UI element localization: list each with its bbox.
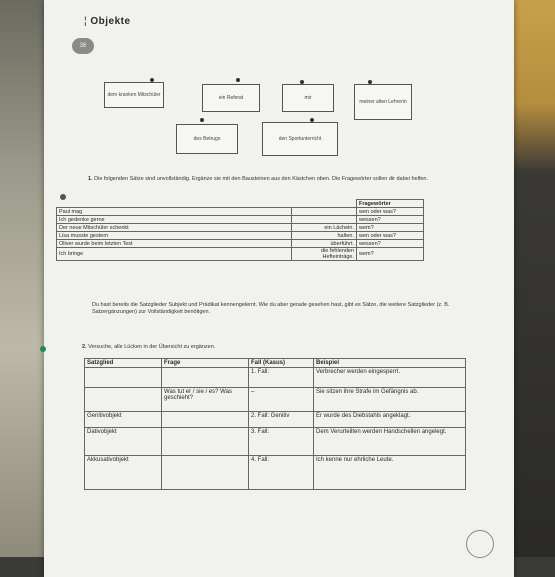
task1-instruction: 1. Die folgenden Sätze sind unvollständig. Ergänze sie mit den Bausteinen aus den Kästchen oben. Die Fragewörter sollen dir dabei helfen. [88,176,429,182]
word-card: mir [282,84,334,112]
table-cell: wessen? [357,216,424,224]
word-card: dem kranken Mitschüler [104,82,164,108]
table-row [85,388,466,412]
table-row [57,232,424,240]
table-cell [162,412,249,428]
table-row [57,216,424,224]
table-header: Fragewörter [357,200,424,208]
word-card: meiner alten Lehrerin [354,84,412,120]
table-row [57,208,424,216]
table-row [85,428,466,456]
column-header: Satzglied [85,359,162,368]
table-row [85,368,466,388]
task2-instruction: 2. Versuche, alle Lücken in der Übersicht zu ergänzen. [82,344,216,350]
table-cell: 3. Fall: [249,428,314,456]
table-cell [85,368,162,388]
table-cell: Dem Verurteilten werden Handschellen angelegt. [314,428,466,456]
table-cell: wem? [357,224,424,232]
table-cell: ein Lächeln. [292,224,357,232]
table-cell: Oliver wurde beim letzten Test [57,240,292,248]
table-cell: 4. Fall: [249,456,314,490]
table-cell: Genitivobjekt [85,412,162,428]
table-cell [162,456,249,490]
table-cell: 2. Fall: Genitiv [249,412,314,428]
table-cell: Ich bringe [57,248,292,261]
table-cell: Ich gedenke gerne [57,216,292,224]
table-cell: Lisa musste gestern [57,232,292,240]
table-cell [292,208,357,216]
word-card: ein Referat [202,84,260,112]
table-row [57,248,424,261]
table-cell [162,368,249,388]
table-row [85,456,466,490]
pin-icon [236,78,240,82]
column-header: Frage [162,359,249,368]
table-cell: Verbrecher werden eingesperrt. [314,368,466,388]
column-header: Beispiel [314,359,466,368]
table-cell [85,388,162,412]
table-cell [292,216,357,224]
table-cell: überführt. [292,240,357,248]
unit-badge-icon: 36 [72,38,94,54]
table-cell: Akkusativobjekt [85,456,162,490]
table-row [85,412,466,428]
table-row [57,240,424,248]
table-cell: Er wurde des Diebstahls angeklagt. [314,412,466,428]
table-cell: wessen? [357,240,424,248]
table-cell: 1. Fall: [249,368,314,388]
table-cell: – [249,388,314,412]
table-cell: Der neue Mitschüler schenkt [57,224,292,232]
pin-icon [200,118,204,122]
table-cell: wen oder was? [357,232,424,240]
task1-table [56,199,424,261]
note-text: Du hast bereits die Satzglieder Subjekt und Prädikat kennengelernt. Wie du aber gerade gesehen hast, gibt es Sätze, die weitere Satzglieder (z. B. Satzergänzungen) zur Vollständigkeit benötigen. [92,302,450,315]
word-card: den Sportunterricht [262,122,338,156]
table-cell: halten. [292,232,357,240]
task2-table [84,358,466,490]
table-cell: wen oder was? [357,208,424,216]
word-card: des Betrugs [176,124,238,154]
table-cell: Paul mag [57,208,292,216]
table-cell: Dativobjekt [85,428,162,456]
column-header: Fall (Kasus) [249,359,314,368]
page-hole-icon [466,530,494,558]
table-row [57,224,424,232]
table-cell: die fehlenden Hefteinträge. [292,248,357,261]
page-title: ¦ Objekte [84,16,131,27]
table-cell: Sie sitzen ihre Strafe im Gefängnis ab. [314,388,466,412]
task2-bullet-icon [40,346,46,352]
table-cell: wem? [357,248,424,261]
table-cell [162,428,249,456]
table-cell: Was tut er / sie / es? Was geschieht? [162,388,249,412]
table-cell: Ich kenne nur ehrliche Leute. [314,456,466,490]
